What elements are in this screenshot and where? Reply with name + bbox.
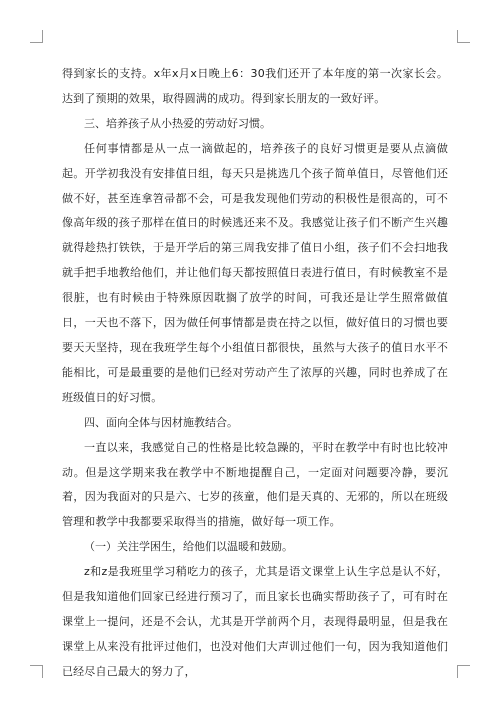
section-heading-differentiated-teaching: 四、面向全体与因材施教结合。: [84, 415, 238, 429]
paragraph-duty-habits: 任何事情都是从一点一滴做起的，培养孩子的良好习惯更是要从点滴做起。开学初我没有安排值日组，每天只是挑选几个孩子简单值日，尽管他们还做不好，甚至连拿笤帚都不会，可是我发现他们劳动的积极性是很高的，可不像高年级的孩子那样在值日的时候逃还来不及。我感觉让孩子们不断产生兴趣就得趁热打铁铁，于是开学后的第三周我安排了值日小组，孩子们不会扫地我就手把手地教给他们，并让他们每天都按照值日表进行值日，有时候教室不是很脏，也有时候由于特殊原因耽搁了放学的时间，可我还是让学生照常做值日，一天也不落下，因为做任何事情都是贵在持之以恒，做好值日的习惯也要要天天坚持，现在我班学生每个小组值日都很快，虽然与大孩子的值日水平不能相比，可是最重要的是他们已经对劳动产生了浓厚的兴趣，同时也养成了在班级值日的好习惯。: [62, 141, 448, 404]
crop-mark-top-right: [457, 30, 470, 43]
document-body: [62, 62, 448, 685]
paragraph-self-reflection: 一直以来，我感觉自己的性格是比较急躁的，平时在教学中有时也比较冲动。但是这学期来我在教学中不断地提醒自己，一定面对问题要冷静，要沉着，因为我面对的只是六、七岁的孩童，他们是天真的、无邪的，所以在班级管理和教学中我都要采取得当的措施，做好每一项工作。: [62, 440, 448, 529]
subsection-heading-struggling-students: （一）关注学困生，给他们以温暖和鼓励。: [84, 540, 293, 554]
crop-mark-bottom-left: [30, 665, 43, 678]
crop-mark-bottom-right: [457, 665, 470, 678]
crop-mark-top-left: [30, 30, 43, 43]
paragraph-parent-support: 得到家长的支持。x年x月x日晚上6：30我们还开了本年度的第一次家长会。达到了预期的效果，取得圆满的成功。得到家长朋友的一致好评。: [62, 67, 448, 105]
section-heading-labor-habits: 三、培养孩子从小热爱的劳动好习惯。: [84, 116, 271, 130]
paragraph-struggling-students: z和z是我班里学习稍吃力的孩子，尤其是语文课堂上认生字总是认不好，但是我知道他们回家已经进行预习了，而且家长也确实帮助孩子了，可有时在课堂上一提问，还是不会认，尤其是开学前两个月，表现得最明显，但是我在课堂上从来没有批评过他们，也没对他们大声训过他们一句，因为我知道他们已经尽自己最大的努力了，: [62, 565, 448, 678]
